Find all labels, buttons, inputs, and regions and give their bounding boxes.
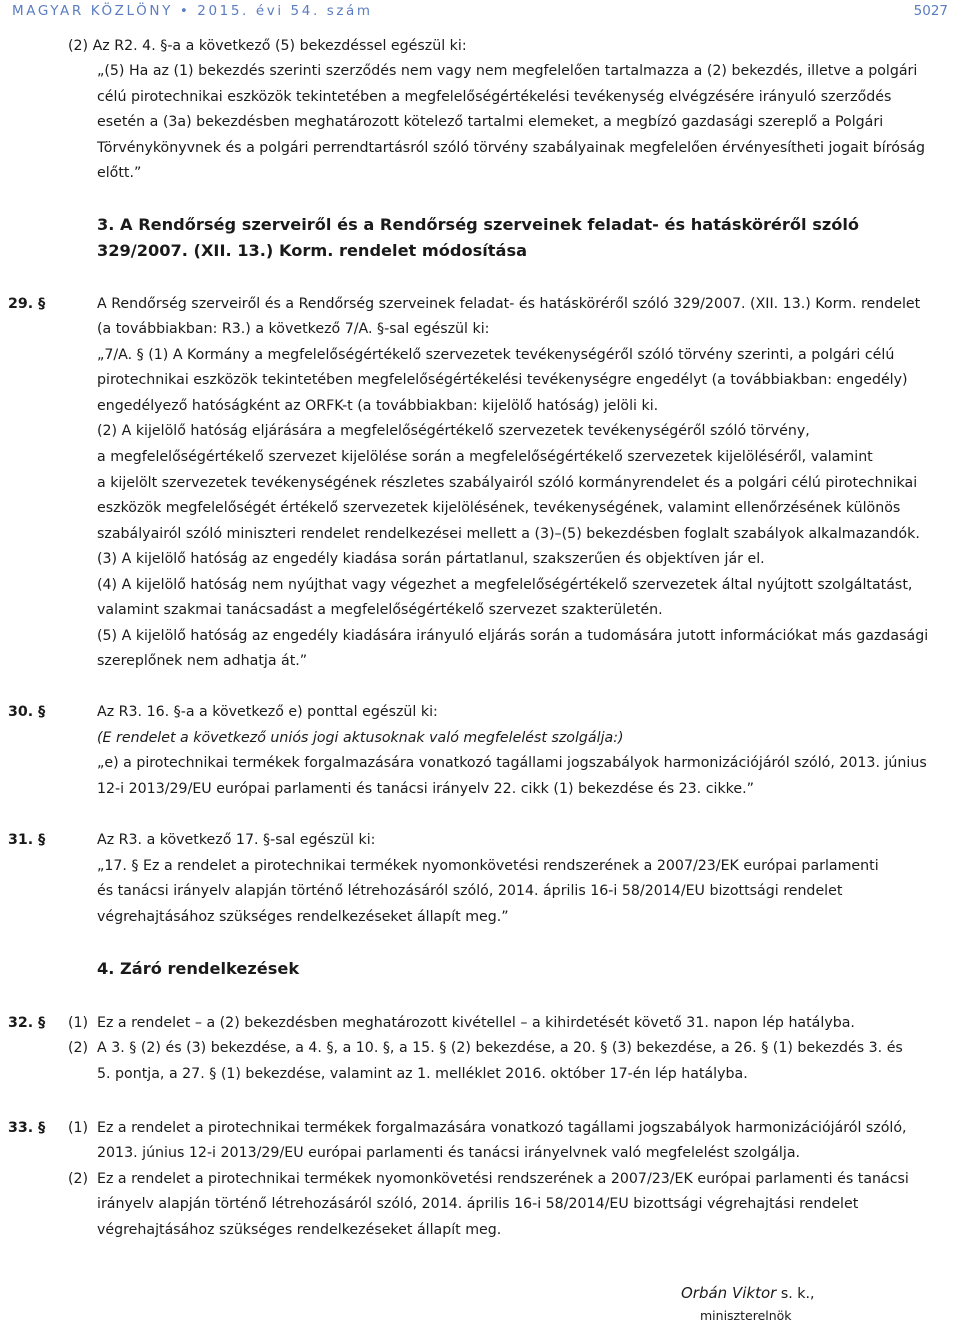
signatory-suffix: s. k., [776, 1286, 815, 1302]
text-line: (1) [68, 1015, 89, 1031]
text-line: eszközök megfelelőségét értékelő szervezetek kijelölésének, tevékenységének, valamint ellenőrzésének különös [97, 500, 901, 516]
text-line: végrehajtásához szükséges rendelkezéseket állapít meg. [97, 1222, 502, 1238]
text-line: irányelv alapján történő létrehozásáról szóló, 2014. április 16-i 58/2014/EU bizottsági végrehajtási rendelet [97, 1196, 859, 1212]
publication-title: MAGYAR KÖZLÖNY • 2015. évi 54. szám [12, 3, 373, 19]
text-line: „17. § Ez a rendelet a pirotechnikai termékek nyomonkövetési rendszerének a 2007/23/EK európai parlamenti [97, 858, 879, 874]
text-line: (3) A kijelölő hatóság az engedély kiadása során pártatlanul, szakszerűen és objektíven jár el. [97, 551, 765, 567]
text-line: Ez a rendelet – a (2) bekezdésben meghatározott kivétellel – a kihirdetését követő 31. napon lép hatályba. [97, 1015, 855, 1031]
text-line: 5. pontja, a 27. § (1) bekezdése, valamint az 1. melléklet 2016. október 17-én lép hatályba. [97, 1066, 748, 1082]
text-line: szereplőnek nem adhatja át.” [97, 653, 308, 669]
text-line: végrehajtásához szükséges rendelkezéseket állapít meg.” [97, 909, 509, 925]
signatory-title: miniszterelnök [700, 1308, 792, 1323]
paragraph-number: 33. § [8, 1120, 46, 1136]
text-line: (2) [68, 1171, 89, 1187]
paragraph-number: 32. § [8, 1015, 46, 1031]
text-line: 12-i 2013/29/EU európai parlamenti és tanácsi irányelv 22. cikk (1) bekezdése és 23. cikke.” [97, 781, 754, 797]
text-line: „7/A. § (1) A Kormány a megfelelőségértékelő szervezetek tevékenységéről szóló törvény szerinti, a polgári célú [97, 347, 895, 363]
text-line: Az R3. 16. §-a a következő e) ponttal egészül ki: [97, 704, 438, 720]
paragraph-number: 31. § [8, 832, 46, 848]
text-line: engedélyező hatóságként az ORFK-t (a továbbiakban: kijelölő hatóság) jelöli ki. [97, 398, 659, 414]
section-heading: 3. A Rendőrség szerveiről és a Rendőrség szerveinek feladat- és hatásköréről szóló [97, 215, 860, 234]
text-line: A 3. § (2) és (3) bekezdése, a 4. §, a 10. §, a 15. § (2) bekezdése, a 20. § (3) bekezdése, a 26. § (1) bekezdés 3. és [97, 1040, 903, 1056]
text-line: (2) Az R2. 4. §-a a következő (5) bekezdéssel egészül ki: [68, 38, 467, 54]
text-line: szabályairól szóló miniszteri rendelet rendelkezései mellett a (3)–(5) bekezdésben foglalt szabályok alkalmazandók. [97, 526, 920, 542]
text-line: Törvénykönyvnek és a polgári perrendtartásról szóló törvény szabályainak megfelelően érvényesítheti jogait bíróság [97, 140, 926, 156]
page-number: 5027 [913, 3, 948, 19]
text-line: a kijelölt szervezetek tevékenységének részletes szabályairól szóló kormányrendelet és a polgári célú pirotechnikai [97, 475, 918, 491]
text-line: (4) A kijelölő hatóság nem nyújthat vagy végezhet a megfelelőségértékelő szervezetek által nyújtott szolgáltatást, [97, 577, 913, 593]
text-line: „(5) Ha az (1) bekezdés szerinti szerződés nem vagy nem megfelelően tartalmazza a (2) bekezdés, illetve a polgári [97, 63, 918, 79]
text-line: Ez a rendelet a pirotechnikai termékek nyomonkövetési rendszerének a 2007/23/EK európai parlamenti és tanácsi [97, 1171, 909, 1187]
text-line: a megfelelőségértékelő szervezet kijelölése során a megfelelőségértékelő szervezetek kijelöléséről, valamint [97, 449, 873, 465]
text-line: Ez a rendelet a pirotechnikai termékek forgalmazására vonatkozó tagállami jogszabályok harmonizációjáról szóló, [97, 1120, 907, 1136]
text-line: előtt.” [97, 165, 142, 181]
text-line: célú pirotechnikai eszközök tekintetében a megfelelőségértékelési tevékenység elvégzésére irányuló szerződés [97, 89, 892, 105]
text-line: (2) [68, 1040, 89, 1056]
section-heading: 329/2007. (XII. 13.) Korm. rendelet módosítása [97, 241, 528, 260]
text-line: „e) a pirotechnikai termékek forgalmazására vonatkozó tagállami jogszabályok harmonizációjáról szóló, 2013. június [97, 755, 927, 771]
signatory-name: Orbán Viktor [681, 1284, 777, 1302]
text-line: valamint szakmai tanácsadást a megfelelőségértékelő szervezet szakterületén. [97, 602, 663, 618]
paragraph-number: 29. § [8, 296, 46, 312]
text-line: (2) A kijelölő hatóság eljárására a megfelelőségértékelő szervezetek tevékenységéről szóló törvény, [97, 423, 810, 439]
text-line: (E rendelet a következő uniós jogi aktusoknak való megfelelést szolgálja:) [97, 730, 624, 746]
text-line: esetén a (3a) bekezdésben meghatározott kötelező tartalmi elemeket, a megbízó gazdasági szereplő a Polgári [97, 114, 884, 130]
text-line: Az R3. a következő 17. §-sal egészül ki: [97, 832, 376, 848]
text-line: (a továbbiakban: R3.) a következő 7/A. §-sal egészül ki: [97, 321, 490, 337]
text-line: 2013. június 12-i 2013/29/EU európai parlamenti és tanácsi irányelvnek való megfelelést szolgálja. [97, 1145, 801, 1161]
section-heading: 4. Záró rendelkezések [97, 959, 300, 978]
text-line: (1) [68, 1120, 89, 1136]
text-line: (5) A kijelölő hatóság az engedély kiadására irányuló eljárás során a tudomására jutott információkat más gazdasági [97, 628, 929, 644]
paragraph-number: 30. § [8, 704, 46, 720]
text-line: A Rendőrség szerveiről és a Rendőrség szerveinek feladat- és hatásköréről szóló 329/2007. (XII. 13.) Korm. rendelet [97, 296, 921, 312]
text-line: és tanácsi irányelv alapján történő létrehozásáról szóló, 2014. április 16-i 58/2014/EU bizottsági rendelet [97, 883, 843, 899]
text-line: pirotechnikai eszközök tekintetében megfelelőségértékelési tevékenységre engedélyt (a továbbiakban: engedély) [97, 372, 908, 388]
page-header [12, 0, 948, 18]
